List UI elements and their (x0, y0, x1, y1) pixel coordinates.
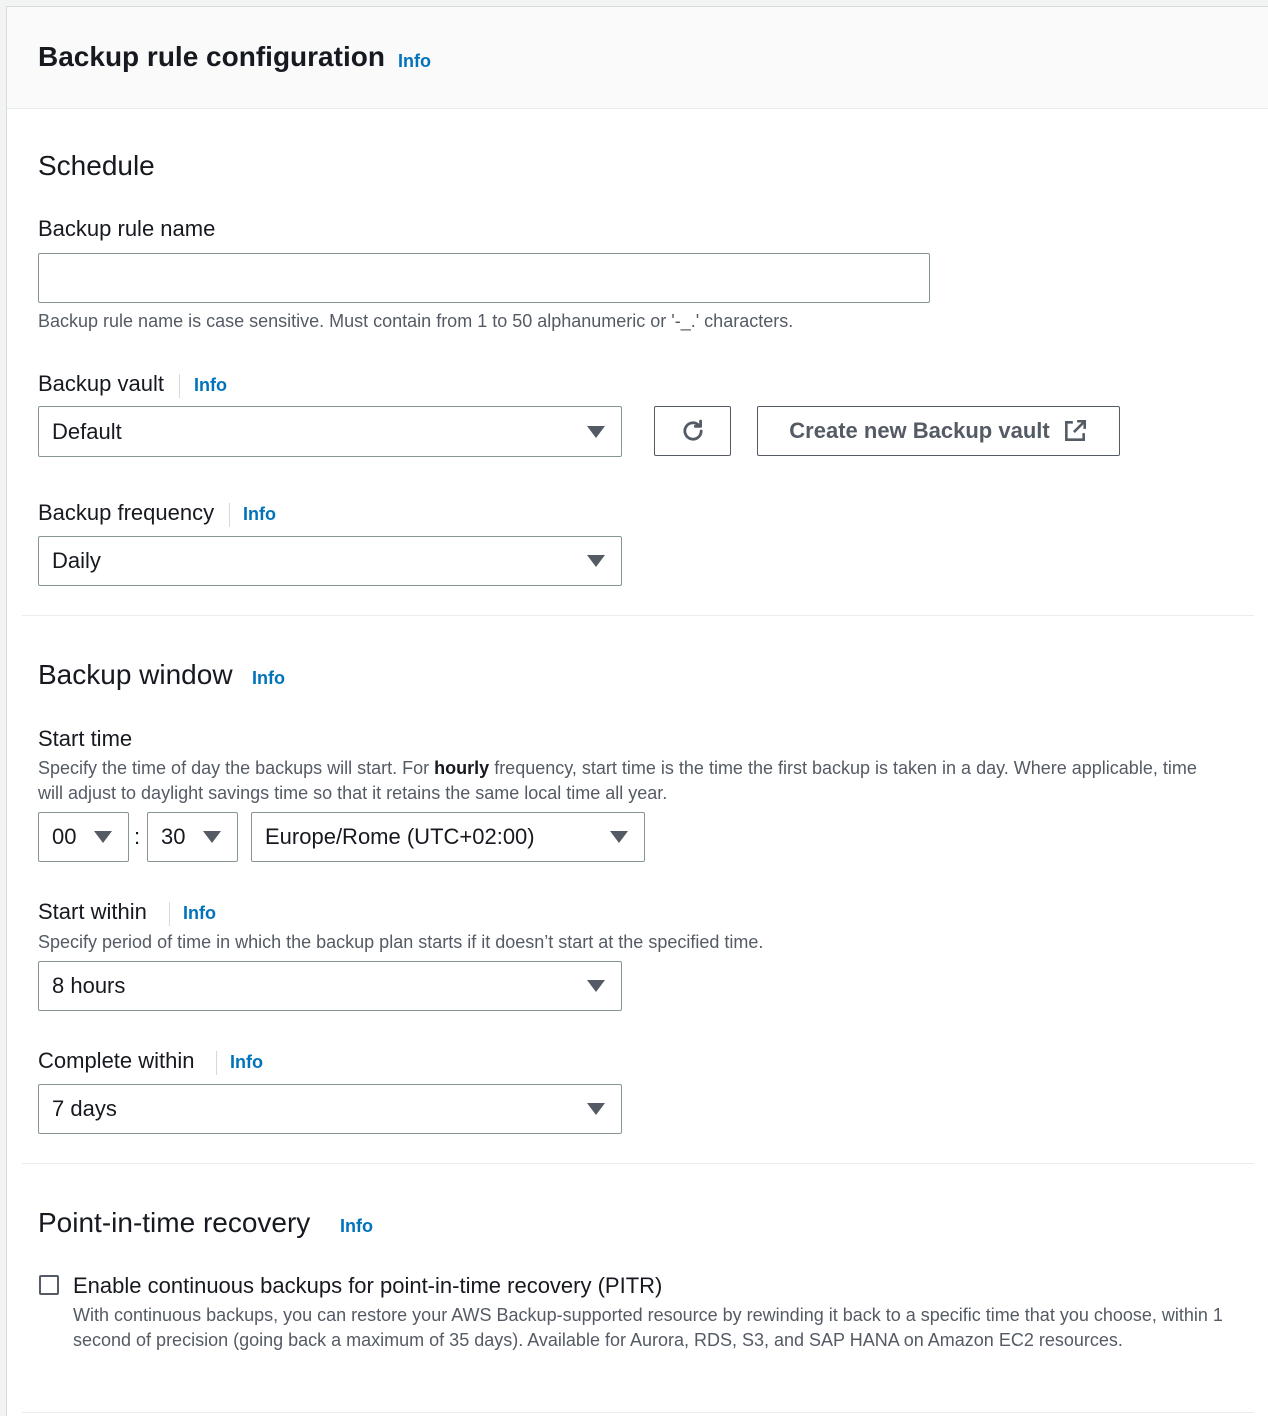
start-within-info-link[interactable]: Info (183, 903, 216, 923)
backup-vault-selected: Default (52, 418, 122, 444)
header-info-link[interactable]: Info (398, 51, 431, 71)
start-time-label: Start time (38, 726, 133, 751)
label-separator (216, 1051, 217, 1075)
caret-down-icon (587, 555, 605, 567)
caret-down-icon (94, 831, 112, 843)
caret-down-icon (203, 831, 221, 843)
backup-frequency-info-link[interactable]: Info (243, 504, 276, 524)
refresh-icon (679, 417, 707, 445)
create-backup-vault-button[interactable] (757, 406, 1120, 456)
start-hour-select[interactable] (38, 812, 129, 862)
label-separator (229, 503, 230, 527)
timezone-selected: Europe/Rome (UTC+02:00) (265, 824, 535, 849)
start-within-description: Specify period of time in which the backup plan starts if it doesn’t start at the specified time. (38, 932, 764, 952)
backup-window-heading: Backup window (38, 659, 233, 690)
section-divider (22, 1412, 1254, 1413)
pitr-description: With continuous backups, you can restore your AWS Backup-supported resource by rewinding it back to a specific time that you choose, within 1 second of precision (going back a maximum of 35 days). Available for Aurora, RDS, S3, and SAP HANA on Amazon EC2 resources. (73, 1305, 1223, 1350)
complete-within-info-link[interactable]: Info (230, 1052, 263, 1072)
backup-rule-name-label: Backup rule name (38, 216, 216, 241)
backup-frequency-select[interactable] (38, 536, 622, 586)
start-within-label: Start within (38, 899, 147, 924)
label-separator (169, 902, 170, 926)
complete-within-selected: 7 days (52, 1096, 117, 1121)
panel-header (7, 7, 1268, 109)
start-within-selected: 8 hours (52, 973, 126, 998)
complete-within-select[interactable] (38, 1084, 622, 1134)
backup-window-info-link[interactable]: Info (252, 668, 285, 688)
section-divider (22, 615, 1254, 616)
complete-within-label: Complete within (38, 1048, 195, 1073)
pitr-info-link[interactable]: Info (340, 1216, 373, 1236)
caret-down-icon (587, 426, 605, 438)
backup-frequency-label: Backup frequency (38, 500, 215, 525)
timezone-select[interactable] (251, 812, 645, 862)
backup-rule-panel (6, 6, 1268, 1416)
time-separator: : (134, 824, 141, 849)
backup-rule-name-input[interactable] (38, 253, 930, 303)
schedule-heading: Schedule (38, 150, 155, 181)
label-separator (179, 374, 180, 398)
start-within-select[interactable] (38, 961, 622, 1011)
backup-vault-select[interactable] (38, 406, 622, 457)
section-divider (22, 1163, 1254, 1164)
pitr-checkbox[interactable] (39, 1275, 59, 1295)
caret-down-icon (587, 1103, 605, 1115)
start-minute-select[interactable] (147, 812, 238, 862)
caret-down-icon (610, 831, 628, 843)
create-backup-vault-label: Create new Backup vault (789, 418, 1050, 443)
backup-frequency-selected: Daily (52, 548, 101, 573)
start-minute-selected: 30 (161, 824, 186, 849)
backup-vault-label: Backup vault (38, 371, 164, 396)
external-link-icon (1062, 418, 1088, 444)
caret-down-icon (587, 980, 605, 992)
pitr-heading: Point-in-time recovery (38, 1207, 311, 1238)
start-time-description: Specify the time of day the backups will start. For hourly frequency, start time is the time the first backup is taken in a day. Where applicable, time will adjust to daylight savings time so that it retains the same local time all year. (38, 758, 1197, 803)
pitr-checkbox-label[interactable]: Enable continuous backups for point-in-time recovery (PITR) (73, 1273, 663, 1298)
page-title: Backup rule configuration (38, 41, 385, 72)
backup-rule-name-hint: Backup rule name is case sensitive. Must contain from 1 to 50 alphanumeric or '-_.' characters. (38, 311, 794, 331)
backup-vault-info-link[interactable]: Info (194, 375, 227, 395)
start-hour-selected: 00 (52, 824, 77, 849)
refresh-vaults-button[interactable] (654, 406, 731, 456)
